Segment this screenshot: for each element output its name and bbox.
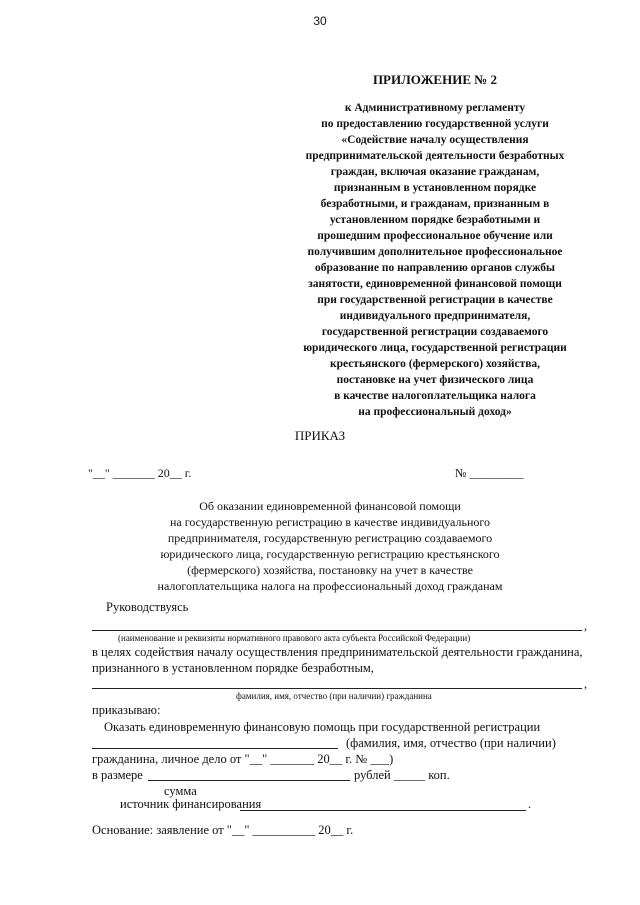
subject-line: предпринимателя, государственную регистрацию создаваемого <box>167 531 493 545</box>
subject-line: Об оказании единовременной финансовой помощи <box>199 499 461 513</box>
appendix-line: образование по направлению органов службы <box>315 262 555 274</box>
appendix-line: крестьянского (фермерского) хозяйства, <box>329 358 541 370</box>
recognized-line: признанного в установленном порядке безработным, <box>92 661 374 675</box>
guided-by-label: Руководствуясь <box>106 600 189 614</box>
appendix-line: получившим дополнительное профессиональное <box>307 246 563 258</box>
appendix-line: занятости, единовременной финансовой помощи <box>308 278 562 290</box>
amount-label: в размере <box>92 768 143 782</box>
appendix-line: юридического лица, государственной регистрации <box>303 342 567 354</box>
order-date: "__" _______ 20__ г. <box>88 466 192 480</box>
appendix-line: прошедшим профессиональное обучение или <box>317 230 553 242</box>
grant-fio-caption: (фамилия, имя, отчество (при наличии) <box>346 736 556 750</box>
appendix-line: государственной регистрации создаваемого <box>321 326 549 338</box>
appendix-text <box>280 100 590 420</box>
act-fill-line <box>92 630 582 631</box>
order-number: № _________ <box>455 466 524 480</box>
subject-line: на государственную регистрацию в качестве индивидуального <box>170 515 490 529</box>
appendix-line: предпринимательской деятельности безработных <box>305 150 565 162</box>
appendix-line: при государственной регистрации в качестве <box>317 294 553 306</box>
amount-fill-line <box>148 780 350 781</box>
amount-caption: сумма <box>164 784 197 798</box>
appendix-title: ПРИЛОЖЕНИЕ № 2 <box>372 72 498 87</box>
order-title: ПРИКАЗ <box>294 428 346 443</box>
source-period: . <box>528 797 532 811</box>
appendix-line: на профессиональный доход» <box>358 406 512 418</box>
name-caption: фамилия, имя, отчество (при наличии) гражданина <box>236 691 432 701</box>
appendix-line: постановке на учет физического лица <box>336 374 534 386</box>
grant-case-line: гражданина, личное дело от "__" _______ 20__ г. № ___) <box>92 752 394 766</box>
appendix-line: к Административному регламенту <box>344 102 526 114</box>
purpose-line: в целях содействия началу осуществления предпринимательской деятельности гражданина, <box>92 645 583 659</box>
subject-line: юридического лица, государственную регистрацию крестьянского <box>160 547 500 561</box>
grant-fio-fill-line <box>92 748 338 749</box>
subject-line: налогоплательщика налога на профессиональный доход гражданам <box>157 579 503 593</box>
order-subject <box>120 498 540 594</box>
act-caption: (наименование и реквизиты нормативного правового акта субъекта Российской Федерации) <box>118 633 471 643</box>
amount-rub: рублей _____ коп. <box>354 768 450 782</box>
appendix-line: безработными, и гражданам, признанным в <box>320 198 550 210</box>
appendix-line: по предоставлению государственной услуги <box>321 118 549 130</box>
appendix-line: индивидуального предпринимателя, <box>339 310 531 322</box>
appendix-line: «Содействие началу осуществления <box>341 134 529 146</box>
appendix-line: граждан, включая оказание гражданам, <box>330 166 540 178</box>
order-word: приказываю: <box>92 703 161 717</box>
page-number: 30 <box>313 14 327 28</box>
name-comma: , <box>584 677 588 691</box>
grant-line: Оказать единовременную финансовую помощь при государственной регистрации <box>104 720 541 734</box>
appendix-line: признанным в установленном порядке <box>333 182 537 194</box>
subject-line: (фермерского) хозяйства, постановку на учет в качестве <box>187 563 473 577</box>
source-fill-line <box>240 810 526 811</box>
basis-line: Основание: заявление от "__" __________ 20__ г. <box>92 823 354 837</box>
appendix-line: установленном порядке безработными и <box>329 214 541 226</box>
name-fill-line <box>92 688 582 689</box>
act-comma: , <box>584 619 588 633</box>
appendix-line: в качестве налогоплательщика налога <box>334 390 536 402</box>
source-label: источник финансирования <box>120 797 262 811</box>
